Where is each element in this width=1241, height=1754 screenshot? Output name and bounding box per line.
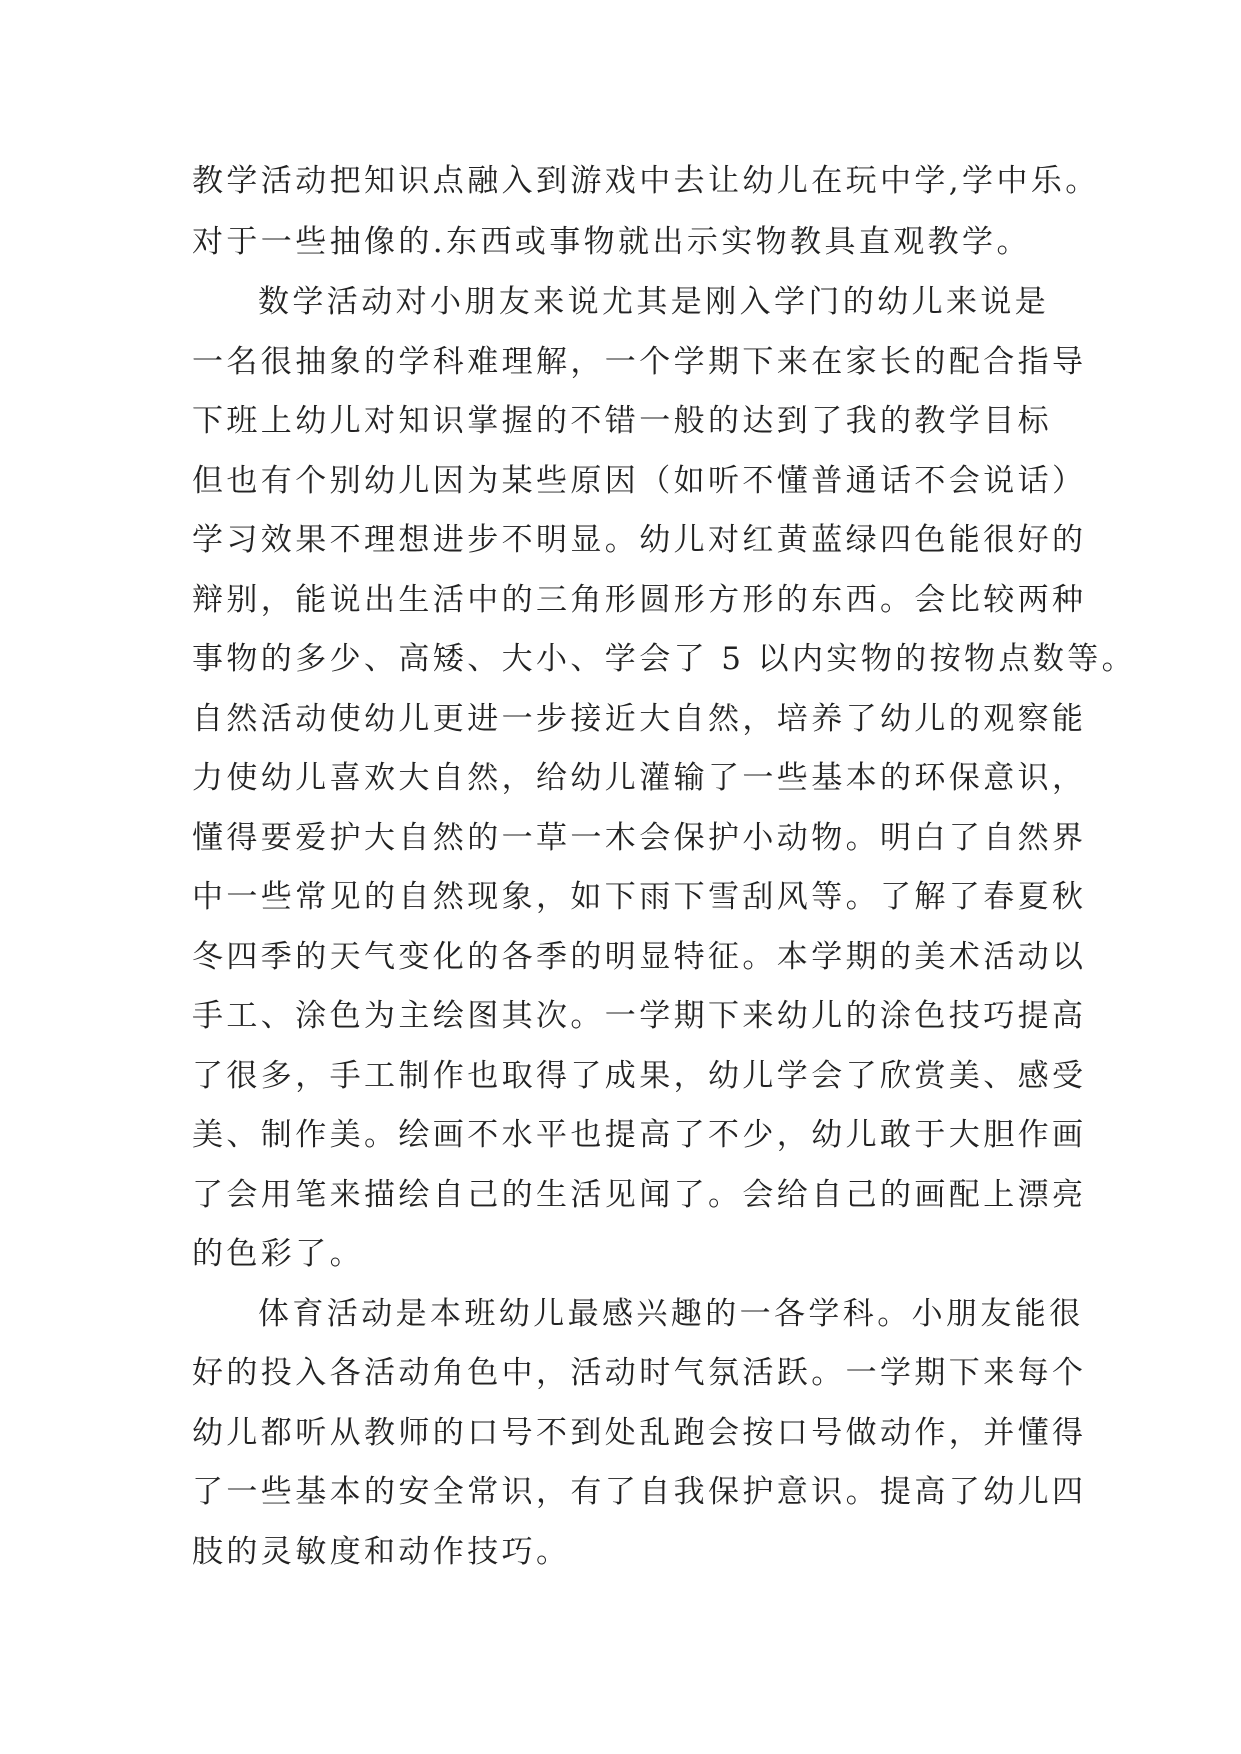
text-line: 力使幼儿喜欢大自然，给幼儿灌输了一些基本的环保意识， [192, 760, 1087, 796]
text-line: 了一些基本的安全常识，有了自我保护意识。提高了幼儿四 [192, 1474, 1087, 1510]
paragraph-first-line: 数学活动对小朋友来说尤其是刚入学门的幼儿来说是 [258, 284, 1050, 320]
text-line: 下班上幼儿对知识掌握的不错一般的达到了我的教学目标 [192, 403, 1052, 439]
text-line: 好的投入各活动角色中，活动时气氛活跃。一学期下来每个 [192, 1355, 1087, 1391]
text-line: 教学活动把知识点融入到游戏中去让幼儿在玩中学,学中乐。 [192, 163, 1100, 199]
text-line: 但也有个别幼儿因为某些原因（如听不懂普通话不会说话） [192, 463, 1087, 499]
text-line: 冬四季的天气变化的各季的明显特征。本学期的美术活动以 [192, 939, 1087, 975]
text-line: 一名很抽象的学科难理解，一个学期下来在家长的配合指导 [192, 344, 1087, 380]
text-line: 事物的多少、高矮、大小、学会了 5 以内实物的按物点数等。 [192, 641, 1137, 677]
text-line: 自然活动使幼儿更进一步接近大自然，培养了幼儿的观察能 [192, 701, 1087, 737]
text-line: 了会用笔来描绘自己的生活见闻了。会给自己的画配上漂亮 [192, 1177, 1087, 1213]
text-line: 肢的灵敏度和动作技巧。 [192, 1534, 571, 1570]
text-line: 懂得要爱护大自然的一草一木会保护小动物。明白了自然界 [192, 820, 1087, 856]
text-line: 对于一些抽像的.东西或事物就出示实物教具直观教学。 [192, 224, 1031, 260]
text-line: 了很多，手工制作也取得了成果，幼儿学会了欣赏美、感受 [192, 1058, 1087, 1094]
text-line: 手工、涂色为主绘图其次。一学期下来幼儿的涂色技巧提高 [192, 998, 1087, 1034]
text-line: 幼儿都听从教师的口号不到处乱跑会按口号做动作，并懂得 [192, 1415, 1087, 1451]
text-line: 学习效果不理想进步不明显。幼儿对红黄蓝绿四色能很好的 [192, 522, 1087, 558]
text-line: 的色彩了。 [192, 1236, 364, 1272]
text-line: 中一些常见的自然现象，如下雨下雪刮风等。了解了春夏秋 [192, 879, 1087, 915]
paragraph-first-line: 体育活动是本班幼儿最感兴趣的一各学科。小朋友能很 [258, 1296, 1084, 1332]
text-line: 辩别，能说出生活中的三角形圆形方形的东西。会比较两种 [192, 582, 1087, 618]
text-line: 美、制作美。绘画不水平也提高了不少，幼儿敢于大胆作画 [192, 1117, 1087, 1153]
